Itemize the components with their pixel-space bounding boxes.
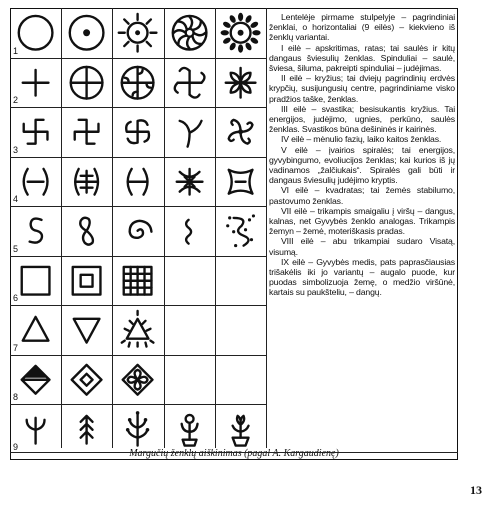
- grid-line: [215, 8, 216, 448]
- symbol-cross-hooked-circle: [112, 58, 163, 108]
- paragraph-intro: Lentelėje pirmame stulpelyje – pagrindiniai ženklai, o horizontaliai (9 eilės) – kiekvieno iš ženklų variantai.: [269, 12, 455, 43]
- symbol-diamond-nested: [61, 355, 112, 405]
- symbol-cross-loops: [215, 58, 266, 108]
- symbol-triskelion: [164, 107, 215, 157]
- symbol-cross-curled: [164, 58, 215, 108]
- figure-caption: Margučių ženklų aiškinimas (pagal A. Kargaudienę): [129, 448, 339, 459]
- symbol-moon-frame: [215, 157, 266, 207]
- grid-line: [61, 8, 62, 448]
- paragraph-row-3: III eilė – svastika; besisukantis kryžius. Tai energijos, judėjimo, ugnies, perkūno, saulės ženklas. Svastikos būna dešininės ir kairinės.: [269, 103, 455, 135]
- grid-line: [10, 206, 266, 207]
- symbol-tree-arrow: [61, 404, 112, 454]
- paragraph-row-7: VII eilė – trikampis smaigaliu į viršų – dangus, kalnas, net Gyvybės ženklo analogas. Trikampis žemyn – žemė, moteriškasis pradas.: [269, 205, 455, 237]
- symbol-spiral: [112, 206, 163, 256]
- grid-line: [10, 256, 266, 257]
- grid-line: [266, 8, 267, 448]
- grid-line: [164, 8, 165, 448]
- symbol-circle-rays-curved: [164, 8, 215, 58]
- paragraph-row-6: VI eilė – kvadratas; tai žemės stabilumo, pastovumo ženklas.: [269, 185, 455, 206]
- symbol-tree-pot-flower: [215, 404, 266, 454]
- symbol-spiral-dotted: [164, 206, 215, 256]
- symbol-swastika-left: [61, 107, 112, 157]
- paragraph-row-8: VIII eilė – abu trikampiai sudaro Visatą, visumą.: [269, 236, 455, 257]
- symbol-moon-star: [164, 157, 215, 207]
- paragraph-row-4: IV eilė – mėnulio fazių, laiko kaitos ženklas.: [281, 134, 442, 145]
- row-number: 6: [13, 293, 19, 303]
- paragraph-row-2: II eilė – kryžius; tai dviejų pagrindinių erdvės krypčių, susijungusių centre, pagrindiniame visko pradžios taške, ženklas.: [269, 73, 455, 104]
- symbol-diamond-flower: [112, 355, 163, 405]
- symbol-swastika-spiral: [215, 107, 266, 157]
- grid-line: [10, 58, 266, 59]
- symbol-cross-in-circle: [61, 58, 112, 108]
- page-number: 13: [470, 483, 482, 497]
- symbol-circle-petals: [215, 8, 266, 58]
- grid-line: [10, 452, 458, 453]
- row-number: 5: [13, 243, 19, 254]
- symbol-moon-pair-cross: [61, 157, 112, 207]
- symbol-tree-branched: [112, 404, 163, 454]
- symbol-circle-rays: [112, 8, 163, 58]
- symbol-square-grid: [112, 256, 163, 306]
- grid-line: [112, 8, 113, 448]
- grid-line: [10, 404, 266, 405]
- row-number: 9: [13, 441, 19, 452]
- grid-line: [10, 355, 266, 356]
- grid-line: [10, 305, 266, 306]
- row-number: 3: [13, 144, 19, 155]
- symbol-figure-eight: [61, 206, 112, 256]
- symbol-moon-pair-ticks: [112, 157, 163, 207]
- grid-line: [10, 107, 266, 108]
- symbol-swastika-curved: [112, 107, 163, 157]
- symbol-triangle-rays: [112, 305, 163, 355]
- row-number: 2: [13, 95, 19, 105]
- symbol-square-nested: [61, 256, 112, 306]
- symbol-triangle-down: [61, 305, 112, 355]
- symbol-snake-dotted: [215, 206, 266, 256]
- paragraph-row-9: IX eilė – Gyvybės medis, pats paprasčiausias trišakėlis iki jo variantų – augalo puode, kur puodas simbolizuoja žemę, o medžio viršūnė, kartais su paukšteliu, – dangų.: [269, 256, 455, 298]
- row-number: 1: [13, 45, 19, 56]
- symbol-table: [10, 8, 266, 460]
- paragraph-row-1: I eilė – apskritimas, ratas; tai saulės ir kitų dangaus šviesulių ženklas. Spinduliai – saulė, šviesa, šiluma, pakreipti spinduliai – judėjimas.: [269, 42, 455, 74]
- row-number: 7: [13, 342, 19, 353]
- symbol-tree-pot: [164, 404, 215, 454]
- symbol-circle-ring: [61, 8, 112, 58]
- row-number: 4: [13, 194, 19, 204]
- grid-line: [10, 157, 266, 158]
- explanation-text: [269, 12, 455, 298]
- paragraph-row-5: V eilė – įvairios spiralės; tai energijos, gyvybingumo, evoliucijos ženklas; kai kurios iš jų vadinamos „žalčiukais“. Spiralės gali būti ir dangaus šviesulių judėjimo kryptis.: [269, 144, 455, 186]
- row-number: 8: [13, 392, 19, 402]
